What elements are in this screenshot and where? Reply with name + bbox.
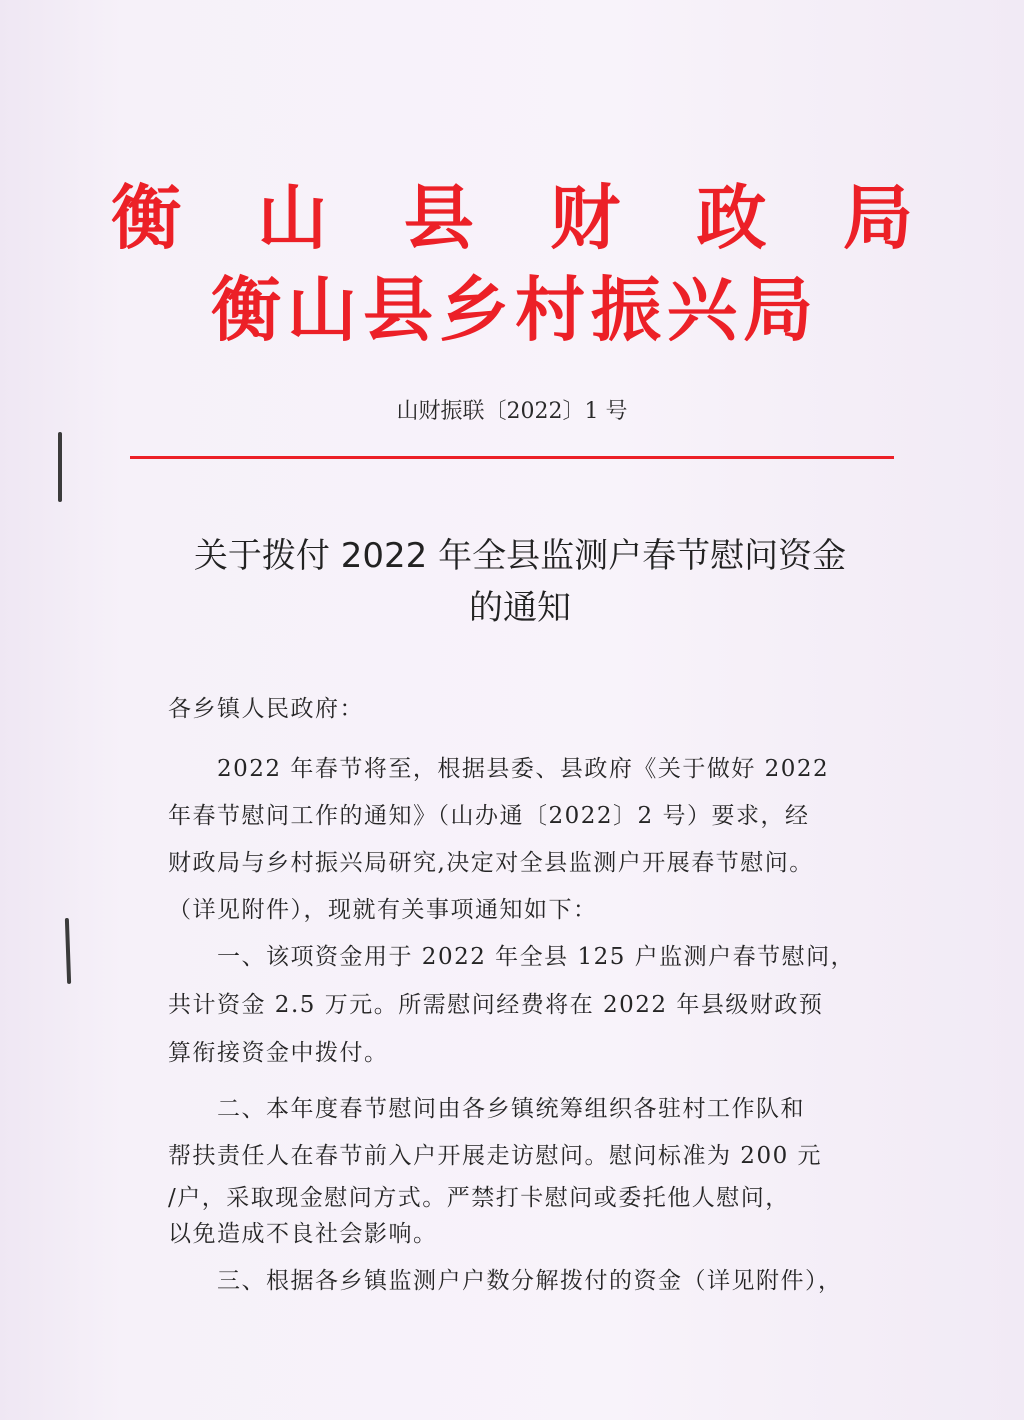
body-line: 财政局与乡村振兴局研究,决定对全县监测户开展春节慰问。 xyxy=(168,850,814,876)
body-line: 共计资金 2.5 万元。所需慰问经费将在 2022 年县级财政预 xyxy=(168,992,824,1018)
body-line: 算衔接资金中拨付。 xyxy=(168,1040,389,1066)
body-line: 以免造成不良社会影响。 xyxy=(168,1221,438,1247)
letterhead-line-2: 衡山县乡村振兴局 xyxy=(211,268,819,351)
body-line: 年春节慰问工作的通知》（山办通〔2022〕2 号）要求，经 xyxy=(168,803,810,829)
staple-mark xyxy=(65,918,71,984)
staple-mark xyxy=(58,432,62,502)
body-line: 帮扶责任人在春节前入户开展走访慰问。慰问标准为 200 元 xyxy=(168,1143,823,1169)
notice-title-line-2: 的通知 xyxy=(469,588,571,628)
notice-title-line-1: 关于拨付 2022 年全县监测户春节慰问资金 xyxy=(193,536,847,576)
body-line: /户，采取现金慰问方式。严禁打卡慰问或委托他人慰问， xyxy=(168,1185,790,1211)
body-line: （详见附件），现就有关事项通知如下： xyxy=(168,897,598,923)
body-line: 2022 年春节将至，根据县委、县政府《关于做好 2022 xyxy=(168,756,830,782)
body-line: 一、该项资金用于 2022 年全县 125 户监测户春节慰问， xyxy=(168,944,856,970)
body-line: 三、根据各乡镇监测户户数分解拨付的资金（详见附件）， xyxy=(168,1268,843,1294)
document-number: 山财振联〔2022〕1 号 xyxy=(396,399,628,424)
body-line: 二、本年度春节慰问由各乡镇统筹组织各驻村工作队和 xyxy=(168,1096,805,1122)
salutation: 各乡镇人民政府： xyxy=(168,696,364,722)
red-divider xyxy=(130,456,894,459)
letterhead-line-1: 衡 山 县 财 政 局 xyxy=(111,176,939,259)
